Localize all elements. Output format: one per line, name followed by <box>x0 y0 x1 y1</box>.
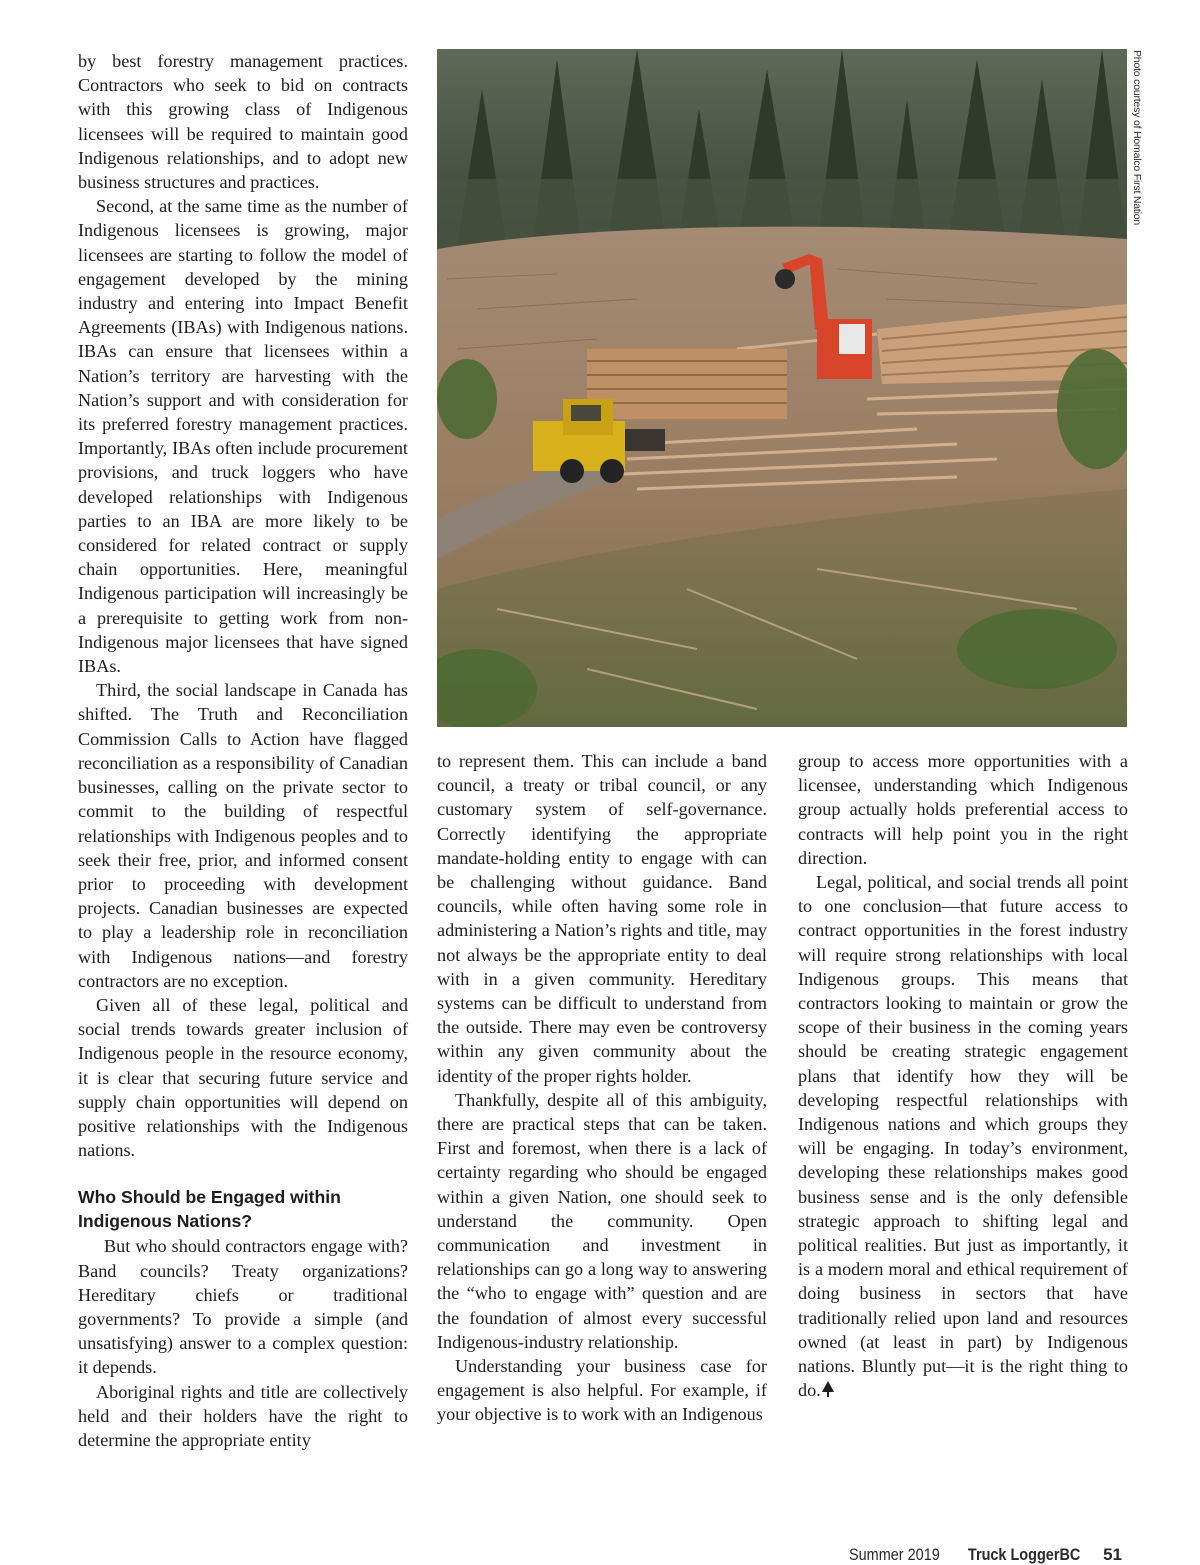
paragraph: But who should contractors engage with? Band councils? Treaty organizations? Hereditary chiefs or traditional governments? To provide a simple (and unsatisfying) answer to a complex question: it depends. <box>78 1236 408 1378</box>
paragraph: Third, the social landscape in Canada has shifted. The Truth and Reconciliation Commission Calls to Action have flagged reconciliation as a responsibility of Canadian businesses, calling on the private sector to commit to the building of respectful relationships with Indigenous peoples and to seek their free, prior, and informed consent prior to proceeding with development projects. Canadian businesses are expected to play a leadership role in reconciliation with Indigenous nations—and forestry contractors are no exception. <box>78 680 408 991</box>
article-column-3 <box>798 749 1128 1402</box>
article-column-2 <box>437 749 767 1427</box>
article-column-1 <box>78 49 408 1452</box>
paragraph: Understanding your business case for engagement is also helpful. For example, if your objective is to work with an Indigenous <box>437 1356 767 1425</box>
page-number: 51 <box>1103 1545 1122 1564</box>
paragraph <box>798 870 1128 1402</box>
magazine-name: Truck LoggerBC <box>968 1545 1081 1564</box>
section-heading: Who Should be Engaged within Indigenous Nations? <box>78 1187 341 1232</box>
paragraph: Thankfully, despite all of this ambiguity, there are practical steps that can be taken. First and foremost, when there is a lack of certainty regarding who should be engaged within a given Nation, one should seek to understand the community. Open communication and investment in relationships can go a long way to answering the “who to engage with” question and are the foundation of almost every successful Indigenous-industry relationship. <box>437 1089 767 1352</box>
paragraph: Given all of these legal, political and social trends towards greater inclusion of Indigenous people in the resource economy, it is clear that securing future service and supply chain opportunities will depend on positive relationships with the Indigenous nations. <box>78 994 408 1161</box>
photo-credit: Photo courtesy of Homalco First Nation <box>1131 50 1143 226</box>
paragraph: Aboriginal rights and title are collectively held and their holders have the right to determine the appropriate entity <box>78 1381 408 1450</box>
issue-date: Summer 2019 <box>848 1545 940 1564</box>
paragraph: group to access more opportunities with a licensee, understanding which Indigenous group actually holds preferential access to contracts will help point you in the right direction. <box>798 751 1128 868</box>
paragraph: to represent them. This can include a band council, a treaty or tribal council, or any customary system of self-governance. Correctly identifying the appropriate mandate-holding entity to engage with can be challenging without guidance. Band councils, while often having some role in administering a Nation’s rights and title, may not always be the appropriate entity to deal with in a given community. Hereditary systems can be difficult to understand from the outside. There may even be controversy within any given community about the identity of the proper rights holder. <box>437 751 767 1086</box>
page-footer <box>841 1545 1122 1565</box>
logging-site-photo <box>437 49 1127 727</box>
tree-end-mark-icon <box>822 1381 834 1397</box>
paragraph: Second, at the same time as the number of Indigenous licensees is growing, major licensees are starting to follow the model of engagement developed by the mining industry and entering into Impact Benefit Agreements (IBAs) with Indigenous nations. IBAs can ensure that licensees within a Nation’s territory are harvesting with the Nation’s support and with consideration for its preferred forestry management practices. Importantly, IBAs often include procurement provisions, and truck loggers who have developed relationships with Indigenous parties to an IBA are more likely to be considered for related contract or supply chain opportunities. Here, meaningful Indigenous participation will increasingly be a prerequisite to getting work from non-Indigenous major licensees that have signed IBAs. <box>78 196 408 677</box>
paragraph-text: Legal, political, and social trends all point to one conclusion—that future access to contract opportunities in the forest industry will require strong relationships with local Indigenous groups. This means that contractors looking to maintain or grow the scope of their business in the coming years should be creating strategic engagement plans that identify how they will be developing respectful relationships with Indigenous nations and which groups they will be engaging. In today’s environment, developing these relationships makes good business sense and is the only defensible strategic approach to shifting legal and political realities. But just as importantly, it is a modern moral and ethical requirement of doing business in sectors that have traditionally relied upon land and resources owned (at least in part) by Indigenous nations. Bluntly put—it is the right thing to do. <box>798 872 1128 1401</box>
paragraph: by best forestry management practices. Contractors who seek to bid on contracts with this growing class of Indigenous licensees will be required to maintain good Indigenous relationships, and to adopt new business structures and practices. <box>78 51 408 193</box>
